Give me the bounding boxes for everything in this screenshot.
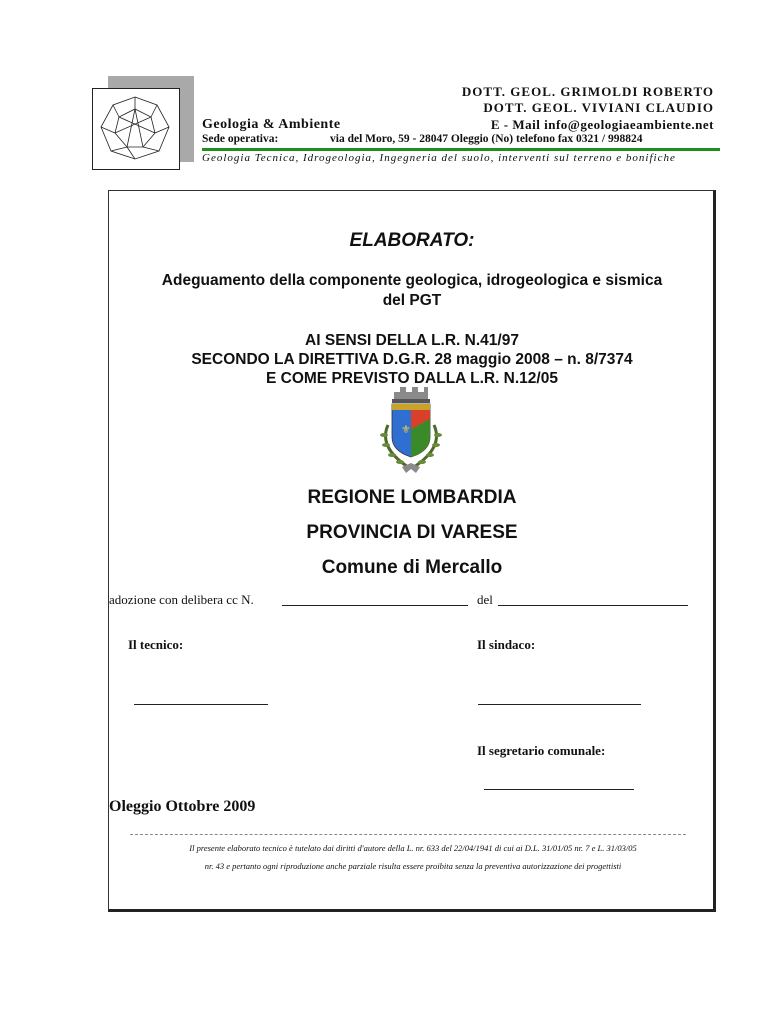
document-object-line-1: Adeguamento della componente geologica, idrogeologica e sismica (161, 272, 663, 289)
company-name: Geologia & Ambiente (202, 117, 341, 132)
legal-reference (108, 331, 716, 388)
company-services: Geologia Tecnica, Idrogeologia, Ingegneria del suolo, interventi sul terreno e bonifiche (202, 152, 676, 164)
letterhead-geologist-1: DOTT. GEOL. GRIMOLDI ROBERTO (461, 84, 714, 99)
secretary-signature-line (484, 789, 634, 790)
legal-reference-line-1: AI SENSI DELLA L.R. N.41/97 (305, 332, 519, 349)
letterhead-divider (202, 148, 720, 151)
office-address-value: via del Moro, 59 - 28047 Oleggio (No) telefono fax 0321 / 998824 (330, 133, 643, 145)
copyright-notice-line-1: Il presente elaborato tecnico è tutelato dai diritti d'autore della L. nr. 633 del 22/04/1941 di cui ai D.L. 31/01/05 nr. 7 e L. 31/03/05 (189, 843, 637, 853)
secretary-label: Il segretario comunale: (477, 743, 606, 758)
place-and-date: Oleggio Ottobre 2009 (109, 798, 256, 815)
copyright-notice-line-2: nr. 43 e pertanto ogni riproduzione anche parziale risulta essere proibita senza la preventiva autorizzazione dei progettisti (204, 861, 622, 871)
document-type: ELABORATO: (349, 230, 475, 251)
mayor-signature-line (478, 704, 641, 705)
office-address-label: Sede operativa: (202, 133, 279, 145)
crystal-polyhedron-icon (97, 93, 173, 163)
company-logo (92, 88, 180, 170)
adoption-number-field (282, 605, 468, 606)
office-address (202, 133, 642, 145)
adoption-date-field (498, 605, 688, 606)
document-object-line-2: del PGT (382, 292, 442, 309)
province-name: PROVINCIA DI VARESE (306, 522, 518, 543)
footer-divider (130, 834, 686, 835)
mayor-label: Il sindaco: (477, 637, 536, 652)
technician-signature-line (134, 704, 268, 705)
municipal-coat-of-arms-icon (368, 385, 454, 480)
adoption-label: adozione con delibera cc N. (109, 592, 254, 607)
municipality-name: Comune di Mercallo (321, 557, 503, 578)
region-name: REGIONE LOMBARDIA (307, 487, 517, 508)
letterhead-email: E - Mail info@geologiaeambiente.net (490, 117, 714, 132)
letterhead-geologist-2: DOTT. GEOL. VIVIANI CLAUDIO (483, 100, 714, 115)
legal-reference-line-2: SECONDO LA DIRETTIVA D.G.R. 28 maggio 2008 – n. 8/7374 (191, 351, 633, 368)
svg-text:⚜: ⚜ (401, 423, 411, 436)
document-object (108, 271, 716, 311)
legal-reference-line-3: E COME PREVISTO DALLA L.R. N.12/05 (266, 370, 558, 387)
technician-label: Il tecnico: (128, 637, 184, 652)
adoption-date-label: del (477, 592, 493, 607)
